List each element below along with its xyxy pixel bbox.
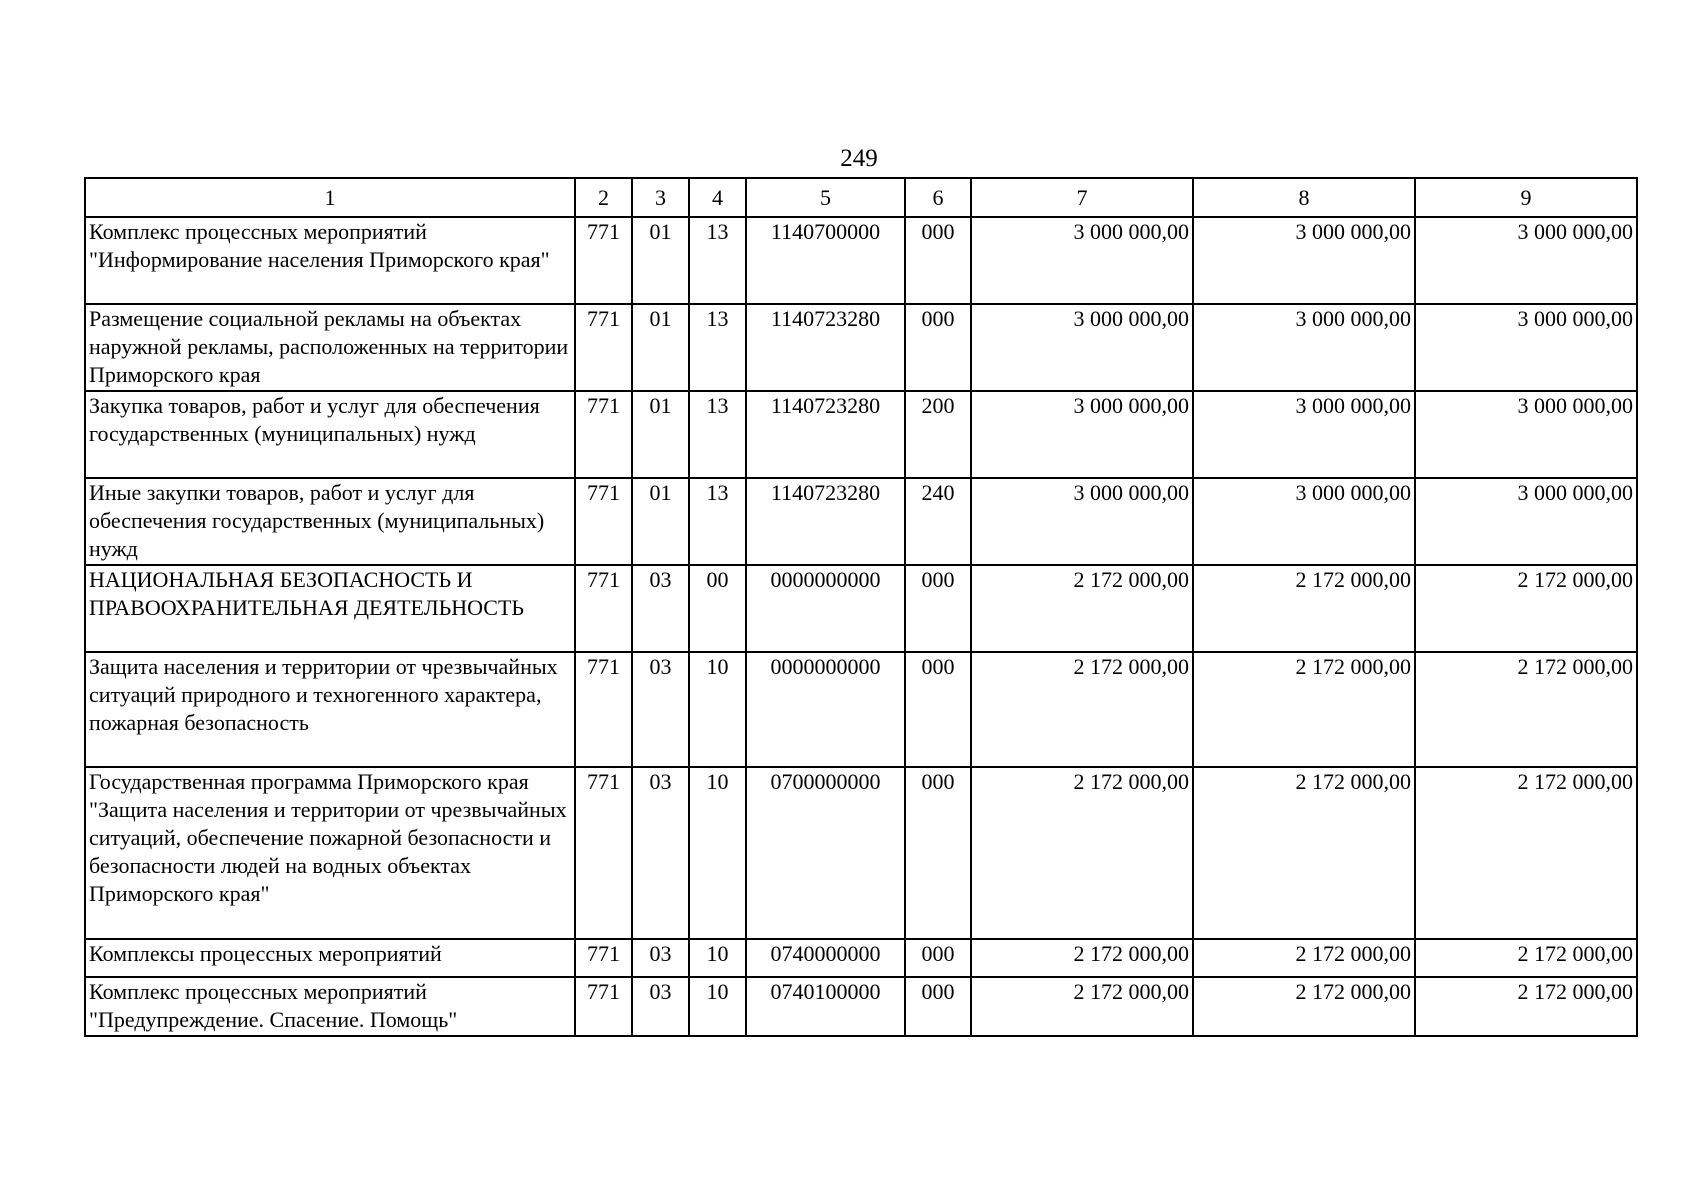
header-cell: 8 <box>1193 178 1415 217</box>
cell-code-5: 1140723280 <box>746 391 905 478</box>
cell-code-5: 0700000000 <box>746 767 905 939</box>
cell-code-2: 771 <box>575 767 632 939</box>
cell-amount-7: 3 000 000,00 <box>971 304 1193 391</box>
cell-amount-8: 3 000 000,00 <box>1193 478 1415 565</box>
table-row <box>85 217 1637 304</box>
cell-amount-9: 3 000 000,00 <box>1415 304 1637 391</box>
cell-amount-9: 2 172 000,00 <box>1415 565 1637 652</box>
cell-code-3: 03 <box>632 767 689 939</box>
cell-code-3: 03 <box>632 977 689 1036</box>
cell-amount-7: 2 172 000,00 <box>971 565 1193 652</box>
cell-code-6: 000 <box>905 767 971 939</box>
cell-amount-8: 3 000 000,00 <box>1193 217 1415 304</box>
cell-code-6: 000 <box>905 939 971 977</box>
cell-code-2: 771 <box>575 304 632 391</box>
cell-amount-7: 2 172 000,00 <box>971 977 1193 1036</box>
row-name: Иные закупки товаров, работ и услуг для обеспечения государственных (муниципальных) нужд <box>85 478 575 565</box>
row-name: Закупка товаров, работ и услуг для обеспечения государственных (муниципальных) нужд <box>85 391 575 478</box>
row-name: Государственная программа Приморского края "Защита населения и территории от чрезвычайных ситуаций, обеспечение пожарной безопасности и безопасности людей на водных объектах Приморского края" <box>85 767 575 939</box>
cell-code-6: 000 <box>905 217 971 304</box>
header-cell: 9 <box>1415 178 1637 217</box>
budget-table <box>84 177 1638 1037</box>
cell-amount-9: 3 000 000,00 <box>1415 217 1637 304</box>
cell-code-3: 01 <box>632 391 689 478</box>
cell-code-4: 13 <box>689 304 746 391</box>
header-row <box>85 178 1637 217</box>
cell-code-2: 771 <box>575 478 632 565</box>
cell-code-2: 771 <box>575 977 632 1036</box>
cell-code-3: 01 <box>632 478 689 565</box>
row-name: Комплексы процессных мероприятий <box>85 939 575 977</box>
cell-code-5: 0740100000 <box>746 977 905 1036</box>
cell-code-5: 1140723280 <box>746 304 905 391</box>
row-name: Защита населения и территории от чрезвычайных ситуаций природного и техногенного характера, пожарная безопасность <box>85 652 575 767</box>
cell-code-3: 01 <box>632 217 689 304</box>
table-row <box>85 767 1637 939</box>
cell-code-3: 03 <box>632 939 689 977</box>
cell-amount-8: 2 172 000,00 <box>1193 939 1415 977</box>
cell-code-6: 000 <box>905 977 971 1036</box>
cell-code-4: 10 <box>689 652 746 767</box>
cell-code-2: 771 <box>575 565 632 652</box>
cell-code-5: 1140700000 <box>746 217 905 304</box>
cell-amount-9: 2 172 000,00 <box>1415 767 1637 939</box>
cell-amount-9: 3 000 000,00 <box>1415 391 1637 478</box>
row-name: НАЦИОНАЛЬНАЯ БЕЗОПАСНОСТЬ И ПРАВООХРАНИТЕЛЬНАЯ ДЕЯТЕЛЬНОСТЬ <box>85 565 575 652</box>
cell-amount-8: 2 172 000,00 <box>1193 565 1415 652</box>
cell-amount-8: 3 000 000,00 <box>1193 391 1415 478</box>
cell-code-4: 13 <box>689 391 746 478</box>
cell-code-5: 0000000000 <box>746 652 905 767</box>
cell-code-3: 03 <box>632 652 689 767</box>
cell-code-6: 000 <box>905 304 971 391</box>
cell-code-6: 000 <box>905 652 971 767</box>
header-cell: 6 <box>905 178 971 217</box>
cell-code-2: 771 <box>575 939 632 977</box>
table-row <box>85 304 1637 391</box>
cell-amount-9: 2 172 000,00 <box>1415 652 1637 767</box>
table-row <box>85 977 1637 1036</box>
cell-amount-8: 2 172 000,00 <box>1193 977 1415 1036</box>
cell-code-4: 00 <box>689 565 746 652</box>
row-name: Комплекс процессных мероприятий "Информирование населения Приморского края" <box>85 217 575 304</box>
cell-amount-8: 3 000 000,00 <box>1193 304 1415 391</box>
header-cell: 5 <box>746 178 905 217</box>
cell-amount-9: 2 172 000,00 <box>1415 939 1637 977</box>
table-row <box>85 939 1637 977</box>
header-cell: 2 <box>575 178 632 217</box>
cell-amount-7: 2 172 000,00 <box>971 652 1193 767</box>
page-number: 249 <box>840 145 878 172</box>
cell-code-5: 0000000000 <box>746 565 905 652</box>
cell-code-4: 13 <box>689 478 746 565</box>
cell-amount-7: 2 172 000,00 <box>971 767 1193 939</box>
cell-code-6: 200 <box>905 391 971 478</box>
cell-amount-7: 3 000 000,00 <box>971 391 1193 478</box>
cell-amount-9: 2 172 000,00 <box>1415 977 1637 1036</box>
cell-amount-8: 2 172 000,00 <box>1193 652 1415 767</box>
cell-amount-9: 3 000 000,00 <box>1415 478 1637 565</box>
table-row <box>85 652 1637 767</box>
cell-code-5: 1140723280 <box>746 478 905 565</box>
cell-code-4: 13 <box>689 217 746 304</box>
cell-code-4: 10 <box>689 939 746 977</box>
cell-code-4: 10 <box>689 767 746 939</box>
row-name: Комплекс процессных мероприятий "Предупреждение. Спасение. Помощь" <box>85 977 575 1036</box>
header-cell: 1 <box>85 178 575 217</box>
header-cell: 3 <box>632 178 689 217</box>
row-name: Размещение социальной рекламы на объектах наружной рекламы, расположенных на территории Приморского края <box>85 304 575 391</box>
cell-code-5: 0740000000 <box>746 939 905 977</box>
cell-amount-7: 2 172 000,00 <box>971 939 1193 977</box>
cell-code-2: 771 <box>575 652 632 767</box>
cell-code-3: 03 <box>632 565 689 652</box>
cell-code-3: 01 <box>632 304 689 391</box>
cell-code-6: 000 <box>905 565 971 652</box>
cell-code-2: 771 <box>575 391 632 478</box>
table-row <box>85 391 1637 478</box>
cell-amount-8: 2 172 000,00 <box>1193 767 1415 939</box>
cell-code-6: 240 <box>905 478 971 565</box>
cell-code-4: 10 <box>689 977 746 1036</box>
cell-amount-7: 3 000 000,00 <box>971 217 1193 304</box>
cell-code-2: 771 <box>575 217 632 304</box>
cell-amount-7: 3 000 000,00 <box>971 478 1193 565</box>
header-cell: 4 <box>689 178 746 217</box>
table-row <box>85 478 1637 565</box>
header-cell: 7 <box>971 178 1193 217</box>
table-row <box>85 565 1637 652</box>
